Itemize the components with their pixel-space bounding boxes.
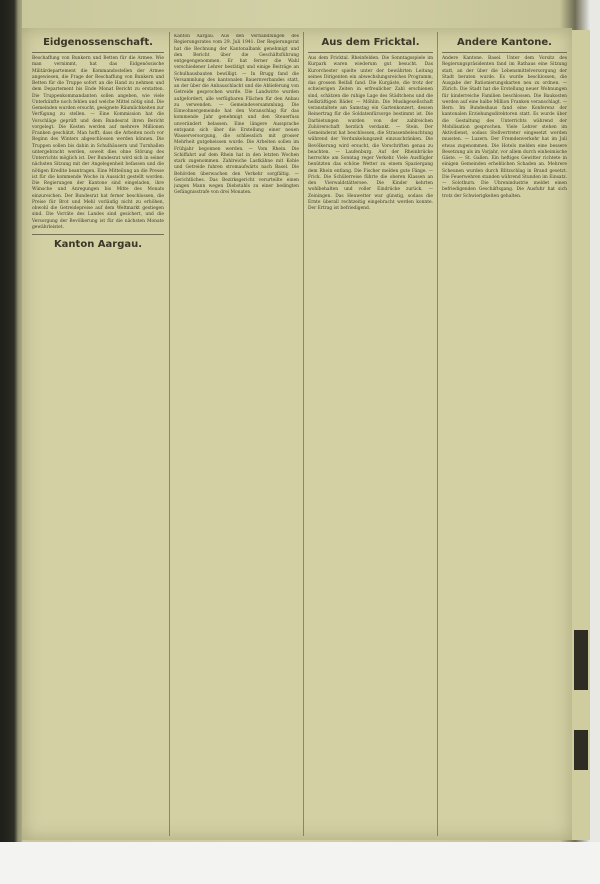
column-4-text: Andere Kantone. Basel. Unter dem Vorsitz des Regierungspräsidenten fand im Rathaus eine Sitzung statt, an der über die Lebensmittelversorgung der Stadt beraten wurde. Es wurde beschlossen, die Ausgabe der Rationierungskarten neu zu ordnen. — Zürich. Die Stadt hat die Erstellung neuer Wohnungen für kinderreiche Familien beschlossen. Die Baukosten werden auf eine halbe Million Franken veranschlagt. — Bern. Im Bundeshaus fand eine Konferenz der kantonalen Erziehungsdirektoren statt. Es wurde über die Gestaltung des Unterrichts während der Mobilisation gesprochen. Viele Lehrer stehen im Aktivdienst, sodass Stellvertreter eingesetzt werden mussten. — Luzern. Der Fremdenverkehr hat im Juli etwas zugenommen. Die Hotels melden eine bessere Besetzung als im Vorjahr, vor allem durch einheimische Gäste. — St. Gallen. Ein heftiges Gewitter richtete in einigen Gemeinden erheblichen Schaden an. Mehrere Scheunen wurden durch Blitzschlag in Brand gesetzt. Die Feuerwehren standen während Stunden im Einsatz. — Solothurn. Die Uhrenindustrie meldet einen befriedigenden Geschäftsgang. Die Ausfuhr hat sich trotz der Schwierigkeiten gehalten. xyxy=(442,56,567,199)
newspaper-page xyxy=(22,28,572,840)
column-4 xyxy=(442,34,567,834)
column-rule-1 xyxy=(169,32,170,836)
column-rule-3 xyxy=(437,32,438,836)
adjacent-page-dark-block xyxy=(574,730,588,770)
column-1 xyxy=(32,34,164,834)
headline-rule xyxy=(32,52,164,53)
book-binding-shadow xyxy=(0,0,22,884)
adjacent-page-edge xyxy=(572,30,590,840)
headline-rule xyxy=(308,52,433,53)
headline-aus-dem-fricktal: Aus dem Fricktal. xyxy=(321,37,420,48)
section-rule xyxy=(32,234,164,235)
adjacent-page-dark-block xyxy=(574,630,588,690)
headline-andere-kantone: Andere Kantone. xyxy=(457,37,552,48)
column-2 xyxy=(174,34,299,834)
column-3-text: Aus dem Fricktal. Rheinfelden. Die Sonntagsspiele im Kurpark waren wiederum gut besucht. Das Kurorchester spielte unter der bewährten Leitung seines Dirigenten ein abwechslungsreiches Programm, das grossen Beifall fand. Die Kurgäste, die trotz der schwierigen Zeiten in erfreulicher Zahl erschienen sind, schätzen die ruhige Lage des Städtchens und die heilkräftigen Bäder. — Möhlin. Die Musikgesellschaft veranstaltete am Samstag ein Gartenkonzert, dessen Reinertrag für die Soldatenfürsorge bestimmt ist. Die Darbietungen wurden von der zahlreichen Zuhörerschaft herzlich verdankt. — Stein. Der Gemeinderat hat beschlossen, die Strassenbeleuchtung während der Verdunkelungszeit einzuschränken. Die Bevölkerung wird ersucht, die Vorschriften genau zu beachten. — Laufenburg. Auf der Rheinbrücke herrschte am Sonntag reger Verkehr. Viele Ausflügler benützten das schöne Wetter zu einem Spaziergang dem Rhein entlang. Die Fischer melden gute Fänge. — Frick. Die Schülerreise führte die oberen Klassen an den Vierwaldstättersee. Die Kinder kehrten wohlbehalten und voller Eindrücke zurück. — Zeiningen. Das Heuwetter war günstig, sodass die Ernte überall rechtzeitig eingebracht werden konnte. Der Ertrag ist befriedigend. xyxy=(308,56,433,211)
headline-rule xyxy=(442,52,567,53)
headline-kanton-aargau: Kanton Aargau. xyxy=(53,239,143,250)
column-2-text: Kanton Aargau. Aus den Verhandlungen des Regierungsrates vom 29. Juli 1941. Der Regierungsrat hat die Rechnung der Kantonalbank genehmigt und den Bericht über die Geschäftsführung entgegengenommen. Er hat ferner die Wahl verschiedener Lehrer bestätigt und einige Beiträge an Schulhausbauten bewilligt. — In Brugg fand die Versammlung des kantonalen Bauernverbandes statt, an der über die Anbauschlacht und die Ablieferung von Getreide gesprochen wurde. Die Landwirte wurden aufgefordert, alle verfügbaren Flächen für den Anbau zu verwenden. — Gemeindeversammlung. Die Einwohnergemeinde hat den Voranschlag für das kommende Jahr genehmigt und den Steuerfuss unverändert belassen. Eine längere Aussprache entspann sich über die Erstellung einer neuen Wasserversorgung, die schliesslich mit grosser Mehrheit gutgeheissen wurde. Die Arbeiten sollen im Frühjahr begonnen werden. — Vom Rhein. Die Schiffahrt auf dem Rhein hat in den letzten Wochen stark zugenommen. Zahlreiche Lastkähne mit Kohle und Getreide fuhren stromaufwärts nach Basel. Die Behörden überwachen den Verkehr sorgfältig. — Gerichtliches. Das Bezirksgericht verurteilte einen jungen Mann wegen Diebstahls zu einer bedingten Gefängnisstrafe von drei Monaten. xyxy=(174,34,299,196)
scan-bottom-margin xyxy=(0,842,600,884)
headline-eidgenossenschaft: Eidgenossenschaft. xyxy=(43,37,153,48)
column-1-text: Beschaffung von Bunkern und Betten für die Armee. Wie man vernimmt, hat das Eidgenössische Militärdepartement die Kommandostellen der Armee angewiesen, die Frage der Beschaffung von Bunkern und Betten für die Truppe sofort an die Hand zu nehmen und dem Departement bis Ende Monat Bericht zu erstatten. Die Truppenkommandanten sollen angeben, wie viele Unterkünfte noch fehlen und welche Mittel nötig sind. Die Gemeinden wurden ersucht, geeignete Räumlichkeiten zur Verfügung zu stellen. — Eine Kommission hat die Vorschläge geprüft und dem Bundesrat ihren Bericht vorgelegt. Die Kosten werden auf mehrere Millionen Franken geschätzt. Man hofft, dass die Arbeiten noch vor Beginn des Winters abgeschlossen werden können. Die Truppen sollen bis dahin in Schulhäusern und Turnhallen untergebracht werden, soweit dies ohne Störung des Unterrichts möglich ist. Der Bundesrat wird sich in seiner nächsten Sitzung mit der Angelegenheit befassen und die nötigen Kredite beantragen. Eine Mitteilung an die Presse ist für die kommende Woche in Aussicht gestellt worden. Die Regierungen der Kantone sind eingeladen, ihre Wünsche und Anregungen bis Mitte des Monats einzureichen. Der Bundesrat hat ferner beschlossen, die Preise für Brot und Mehl vorläufig nicht zu erhöhen, obwohl die Getreidepreise auf dem Weltmarkt gestiegen sind. Die Vorräte des Landes sind gesichert, und die Versorgung der Bevölkerung ist für die nächsten Monate gewährleistet. xyxy=(32,56,164,230)
column-3 xyxy=(308,34,433,834)
column-rule-2 xyxy=(303,32,304,836)
